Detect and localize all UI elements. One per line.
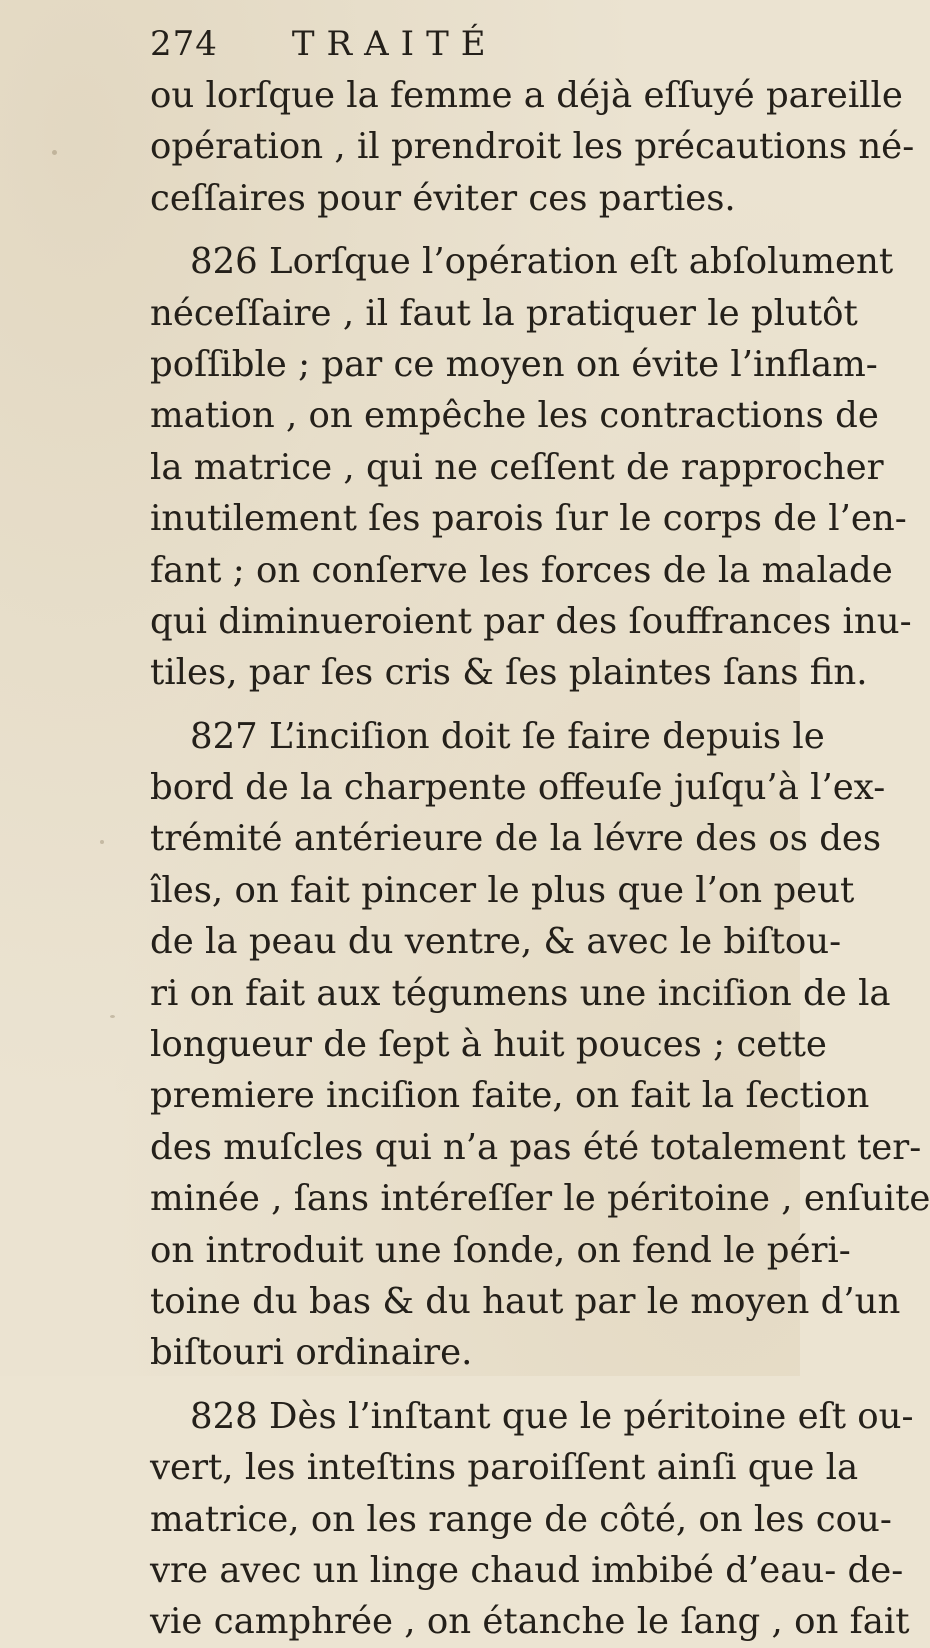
running-title: TRAITÉ	[291, 24, 498, 64]
page-header	[150, 16, 750, 72]
text-line: opération , il prendroit les précautions né-	[150, 126, 915, 168]
text-line: ou lorſque la femme a déjà eſſuyé pareille	[150, 75, 903, 116]
ink-spot	[110, 1015, 115, 1018]
text-line: inutilement ſes parois ſur le corps de l’en-	[150, 498, 907, 540]
text-line: longueur de ſept à huit pouces ; cette	[150, 1024, 827, 1066]
paragraph-825-continuation	[150, 70, 915, 224]
text-line: 826 Lorſque l’opération eſt abſolument	[190, 241, 894, 283]
paragraph-826	[150, 236, 912, 699]
ink-spot	[100, 840, 104, 844]
text-line: trémité antérieure de la lévre des os des	[150, 818, 882, 860]
text-line: biſtouri ordinaire.	[150, 1332, 473, 1374]
text-line: ri on fait aux tégumens une inciſion de la	[150, 972, 891, 1014]
text-line: premiere inciſion faite, on fait la ſection	[150, 1075, 870, 1117]
text-line: minée , ſans intéreſſer le péritoine , enſuite	[150, 1178, 930, 1220]
text-line: fant ; on conſerve les forces de la malade	[150, 549, 893, 591]
text-line: poſſible ; par ce moyen on évite l’inflam-	[150, 343, 878, 385]
text-line: qui diminueroient par des ſouffrances inu-	[150, 600, 912, 642]
text-line: mation , on empêche les contractions de	[150, 395, 879, 437]
text-line: vie camphrée , on étanche le ſang , on fait	[150, 1601, 910, 1643]
text-line: vert, les inteſtins paroiſſent ainſi que la	[150, 1447, 859, 1489]
ink-spot	[52, 150, 57, 155]
text-line: îles, on fait pincer le plus que l’on peut	[150, 869, 855, 911]
text-line: toine du bas & du haut par le moyen d’un	[150, 1280, 901, 1322]
text-line: vre avec un linge chaud imbibé d’eau- de-	[150, 1549, 904, 1591]
text-line: 827 L’inciſion doit ſe faire depuis le	[190, 715, 825, 757]
text-line: la matrice , qui ne ceſſent de rapprocher	[150, 446, 884, 488]
text-line: 828 Dès l’inſtant que le péritoine eſt ou-	[190, 1395, 914, 1437]
text-line: néceſſaire , il faut la pratiquer le plutôt	[150, 292, 858, 334]
text-line: tiles, par ſes cris & ſes plaintes ſans fin.	[150, 652, 868, 694]
body-text	[150, 70, 930, 1643]
paragraph-827	[150, 711, 930, 1379]
text-line: ceſſaires pour éviter ces parties.	[150, 177, 736, 219]
text-line: matrice, on les range de côté, on les cou-	[150, 1498, 892, 1540]
text-line: des muſcles qui n’a pas été totalement ter-	[150, 1126, 922, 1168]
text-line: on introduit une ſonde, on fend le péri-	[150, 1229, 851, 1271]
page-number: 274	[150, 24, 218, 64]
text-line: bord de la charpente offeuſe juſqu’à l’ex-	[150, 767, 886, 809]
paragraph-828	[150, 1391, 914, 1648]
text-line: de la peau du ventre, & avec le biſtou-	[150, 921, 842, 963]
